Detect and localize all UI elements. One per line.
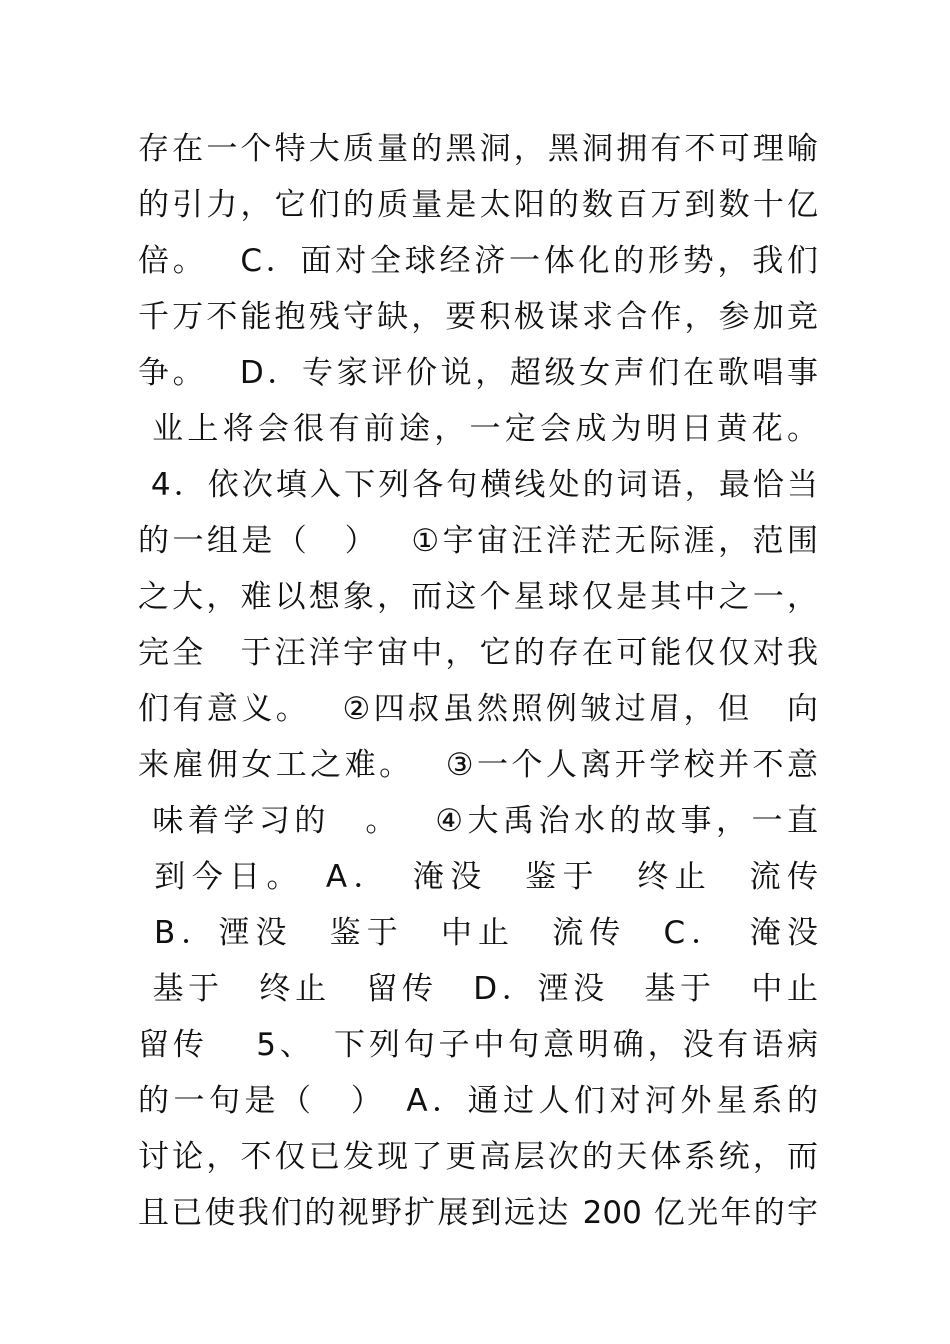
text-line: 千万不能抱残守缺，要积极谋求合作，参加竞 [138, 299, 818, 335]
text-line: 讨论，不仅已发现了更高层次的天体系统，而 [138, 1139, 818, 1175]
text-line: 的一句是（ ） A．通过人们对河外星系的 [138, 1083, 818, 1119]
text-line: 的引力，它们的质量是太阳的数百万到数十亿 [138, 187, 818, 223]
text-line: 争。 D．专家评价说，超级女声们在歌唱事 [138, 355, 818, 391]
text-line: 的一组是（ ） ①宇宙汪洋茫无际涯，范围 [138, 523, 818, 559]
text-line: 完全 于汪洋宇宙中，它的存在可能仅仅对我 [138, 635, 818, 671]
text-line: 们有意义。 ②四叔虽然照例皱过眉，但 向 [138, 691, 818, 727]
text-line: 且已使我们的视野扩展到远达 200 亿光年的宇 [138, 1195, 818, 1231]
text-line: 倍。 C．面对全球经济一体化的形势，我们 [138, 243, 818, 279]
text-line: 味着学习的 。 ④大禹治水的故事，一直 [138, 803, 818, 839]
text-line: B．湮没 鉴于 中止 流传 C． 淹没 [138, 915, 818, 951]
text-line: 基于 终止 留传 D．湮没 基于 中止 [138, 971, 818, 1007]
text-line: 业上将会很有前途，一定会成为明日黄花。 [138, 411, 818, 447]
text-line: 4．依次填入下列各句横线处的词语，最恰当 [138, 467, 818, 503]
text-line: 存在一个特大质量的黑洞，黑洞拥有不可理喻 [138, 131, 818, 167]
text-line: 到今日。 A． 淹没 鉴于 终止 流传 [138, 859, 818, 895]
text-line: 来雇佣女工之难。 ③一个人离开学校并不意 [138, 747, 818, 783]
text-line: 之大，难以想象，而这个星球仅是其中之一， [138, 579, 818, 615]
text-line: 留传 5、 下列句子中句意明确，没有语病 [138, 1027, 818, 1063]
